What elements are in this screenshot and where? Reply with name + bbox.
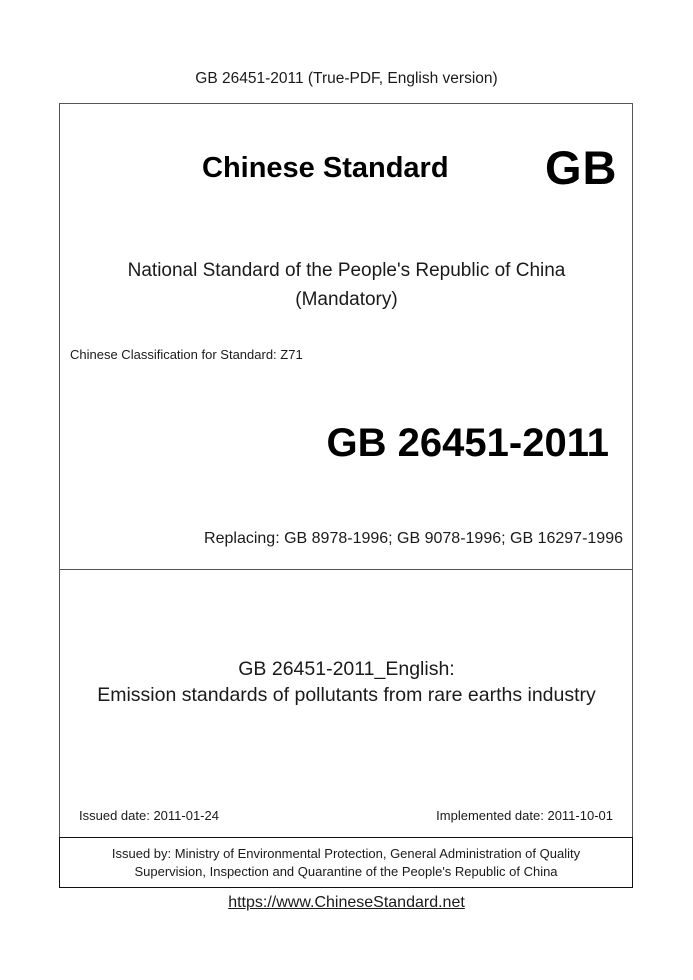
standard-number: GB 26451-2011: [326, 421, 609, 465]
national-standard-heading: [0, 256, 693, 314]
national-standard-line: National Standard of the People's Republic of China: [127, 260, 566, 281]
issuer-line-1: Issued by: Ministry of Environmental Protection, General Administration of Quality: [111, 846, 581, 861]
implemented-date: Implemented date: 2011-10-01: [436, 808, 613, 823]
issued-date: Issued date: 2011-01-24: [79, 808, 219, 823]
gb-mark: GB: [545, 141, 618, 194]
mandatory-label: (Mandatory): [295, 289, 398, 310]
document-header: GB 26451-2011 (True-PDF, English version): [195, 70, 498, 87]
issuer-text: [59, 845, 633, 881]
replacing-text: Replacing: GB 8978-1996; GB 9078-1996; GB 16297-1996: [204, 530, 623, 547]
issuer-line-2: Supervision, Inspection and Quarantine of the People's Republic of China: [134, 864, 558, 879]
english-title-name: Emission standards of pollutants from rare earths industry: [97, 684, 596, 706]
classification-text: Chinese Classification for Standard: Z71: [70, 347, 303, 362]
chinese-standard-title: Chinese Standard: [202, 152, 449, 184]
english-title: [0, 656, 693, 708]
website-link[interactable]: https://www.ChineseStandard.net: [228, 894, 465, 911]
english-title-number: GB 26451-2011_English:: [238, 658, 455, 680]
